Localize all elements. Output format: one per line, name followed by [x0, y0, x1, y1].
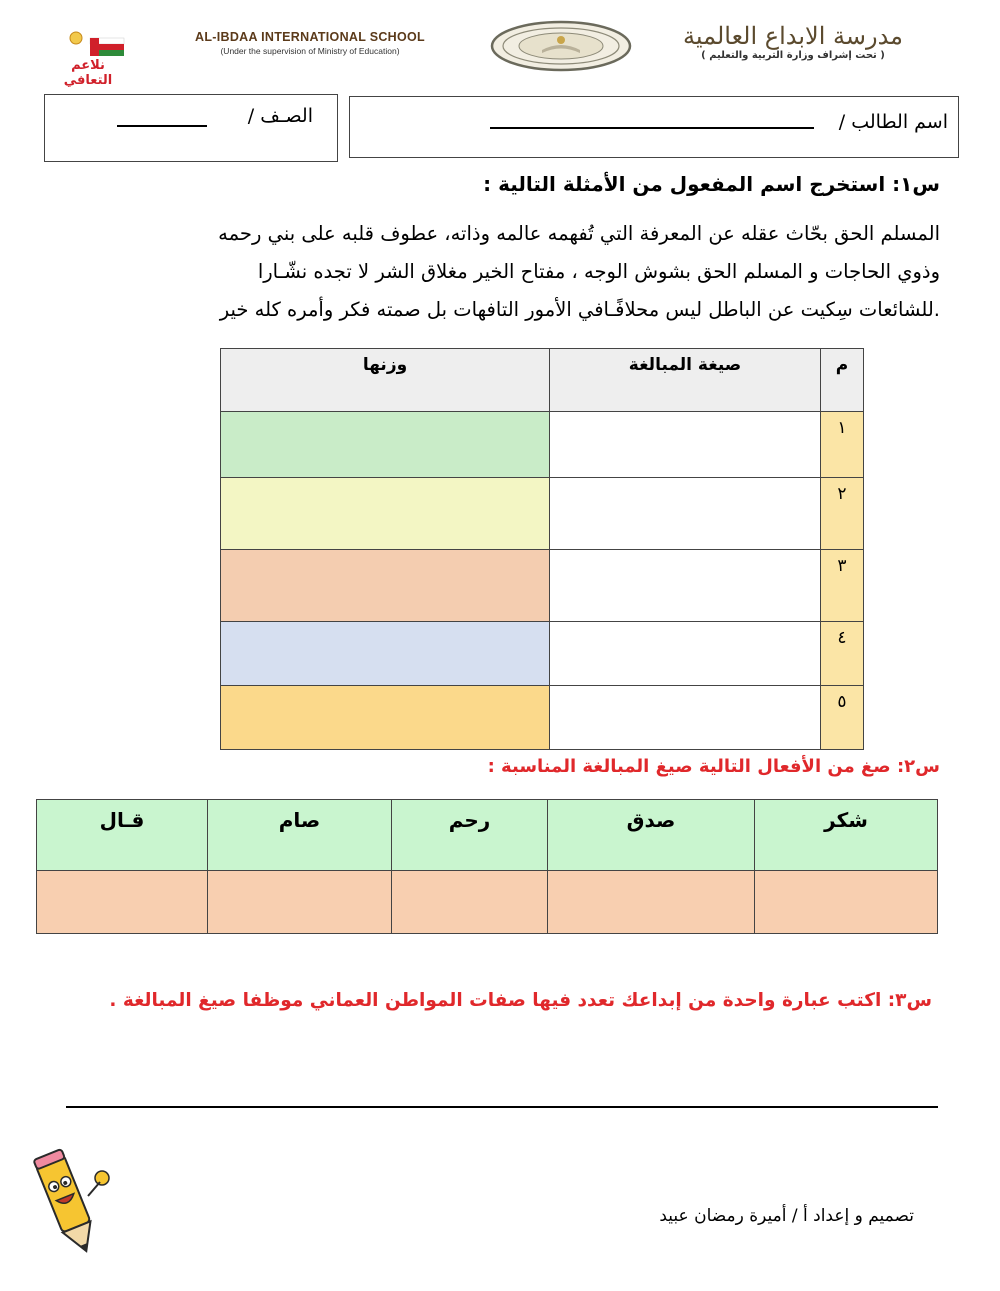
verb-cell: رحم	[392, 800, 548, 871]
verb-cell: قـال	[37, 800, 208, 871]
school-ar-subtitle: ( تحت إشراف وزارة التربية والتعليم )	[701, 50, 885, 61]
row-number: ٤	[821, 622, 864, 686]
answer-cell[interactable]	[392, 871, 548, 934]
footer-credit: تصميم و إعداد أ / أميرة رمضان عبيد	[659, 1206, 914, 1226]
table-row	[221, 550, 864, 622]
verbs-row	[37, 800, 938, 871]
class-label: الصـف /	[247, 105, 313, 127]
q2-table	[36, 799, 938, 934]
q1-title: س١: استخرج اسم المفعول من الأمثلة التالية :	[483, 172, 940, 196]
pencil-mascot-icon	[30, 1148, 112, 1263]
verb-cell: صدق	[548, 800, 755, 871]
answer-cell-form[interactable]	[550, 622, 821, 686]
answer-cell-pattern[interactable]	[221, 550, 550, 622]
verb-cell: شكر	[755, 800, 938, 871]
school-en-subtitle: (Under the supervision of Ministry of Education)	[220, 46, 400, 56]
answer-cell[interactable]	[755, 871, 938, 934]
student-name-label: اسم الطالب /	[838, 111, 948, 133]
q3-answer-line[interactable]	[66, 1106, 938, 1108]
answer-cell[interactable]	[208, 871, 392, 934]
answer-cell-pattern[interactable]	[221, 622, 550, 686]
answer-cell[interactable]	[37, 871, 208, 934]
verb-cell: صام	[208, 800, 392, 871]
school-seal-logo	[490, 20, 632, 72]
class-box	[44, 94, 338, 162]
paragraph-line: وذوي الحاجات و المسلم الحق بشوش الوجه ، مفتاح الخير مغلاق الشر لا تجده نشّـارا	[257, 260, 940, 283]
col-header-form: صيغة المبالغة	[550, 349, 821, 412]
answer-cell-form[interactable]	[550, 478, 821, 550]
school-english-name	[170, 30, 450, 56]
row-number: ٣	[821, 550, 864, 622]
class-input-line[interactable]	[117, 125, 207, 127]
answer-cell-pattern[interactable]	[221, 478, 550, 550]
table-row	[221, 478, 864, 550]
table-row	[221, 412, 864, 478]
answer-cell-form[interactable]	[550, 412, 821, 478]
school-ar-name: مدرسة الابداع العالمية	[682, 22, 904, 50]
student-name-input-line[interactable]	[490, 127, 814, 129]
school-en-name: AL-IBDAA INTERNATIONAL SCHOOL	[195, 30, 425, 44]
badge-text: نلاعم التعافي	[63, 58, 113, 88]
answer-cell[interactable]	[548, 871, 755, 934]
paragraph-line: المسلم الحق بحّاث عقله عن المعرفة التي تُفهمه عالمه وذاته، عطوف قلبه على بني رحمه	[218, 222, 940, 245]
paragraph-line: .للشائعات سِكيت عن الباطل ليس محلافًـافي الأمور التافهات بل صمته فكر وأمره كله خير	[219, 298, 940, 321]
table-row	[221, 686, 864, 750]
answer-cell-form[interactable]	[550, 550, 821, 622]
col-header-index: م	[821, 349, 864, 412]
q1-paragraph	[70, 215, 940, 329]
answers-row	[37, 871, 938, 934]
row-number: ١	[821, 412, 864, 478]
student-name-box	[349, 96, 959, 158]
row-number: ٢	[821, 478, 864, 550]
answer-cell-pattern[interactable]	[221, 686, 550, 750]
answer-cell-pattern[interactable]	[221, 412, 550, 478]
table-row	[221, 622, 864, 686]
answer-cell-form[interactable]	[550, 686, 821, 750]
oman-flag-logo	[48, 30, 128, 88]
col-header-pattern: وزنها	[221, 349, 550, 412]
row-number: ٥	[821, 686, 864, 750]
table-header-row	[221, 349, 864, 412]
q1-table	[220, 348, 864, 750]
q3-title: س٣: اكتب عبارة واحدة من إبداعك تعدد فيها صفات المواطن العماني موظفا صيغ المبالغة .	[109, 990, 932, 1011]
q2-title: س٢: صغ من الأفعال التالية صيغ المبالغة المناسبة :	[487, 756, 940, 777]
school-arabic-name	[648, 22, 938, 61]
